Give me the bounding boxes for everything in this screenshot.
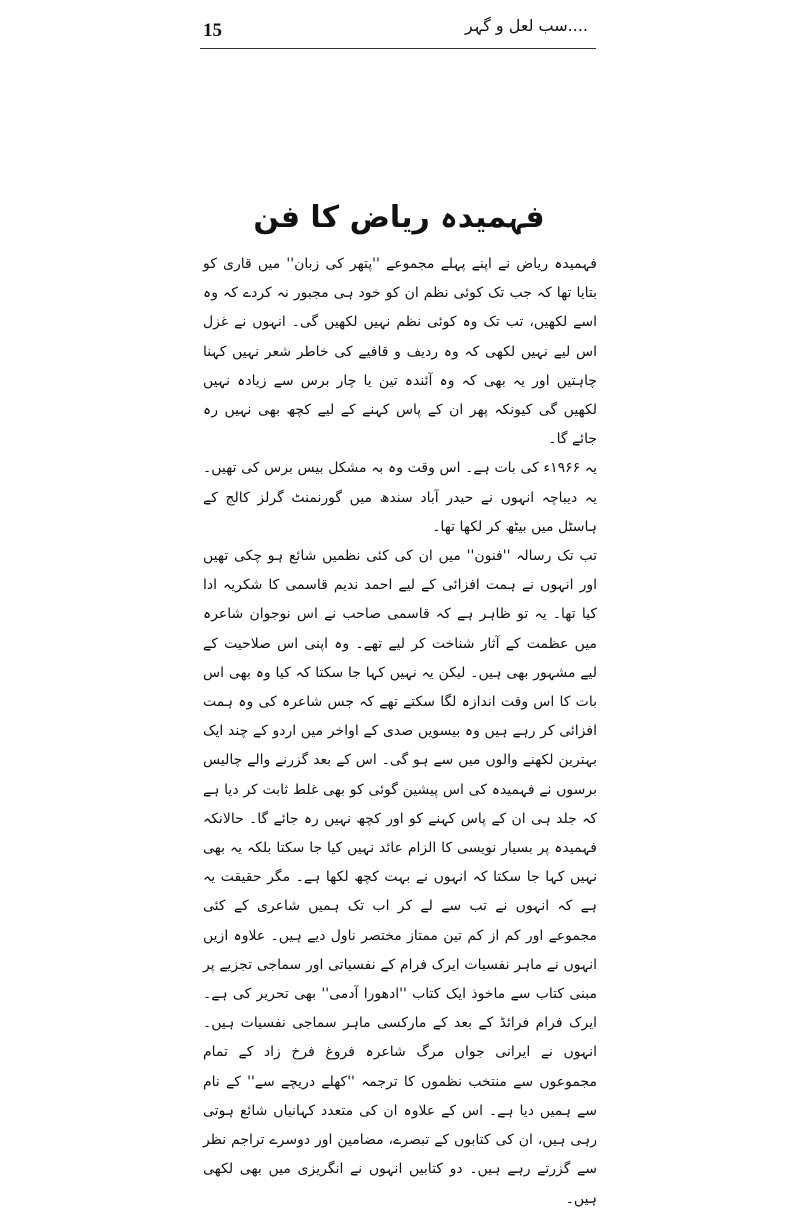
page-number: 15: [203, 20, 222, 41]
paragraph: یہ ۱۹۶۶ء کی بات ہے۔ اس وقت وہ بہ مشکل بیس برس کی تھیں۔ یہ دیباچہ انہوں نے حیدر آباد سندھ میں گورنمنٹ گرلز کالج کے ہاسٹل میں بیٹھ کر لکھا تھا۔: [203, 460, 597, 535]
chapter-title: فہمیدہ ریاض کا فن: [253, 200, 545, 236]
body-text: [203, 250, 597, 1207]
paragraph: فہمیدہ ریاض نے اپنے پہلے مجموعے ''پتھر کی زبان'' میں قاری کو بتایا تھا کہ جب تک کوئی نظم ان کو خود ہی مجبور نہ کردے کہ وہ اسے لکھیں، تب تک وہ کوئی نظم نہیں لکھیں گی۔ انہوں نے غزل اس لیے نہیں لکھی کہ وہ ردیف و قافیے کی خاطر شعر نہیں کہنا چاہتیں اور یہ بھی کہ وہ آئندہ تین یا چار برس سے زیادہ نہیں لکھیں گی کیونکہ پھر ان کے پاس کہنے کے لیے کچھ بھی نہیں رہ جائے گا۔: [203, 256, 597, 448]
running-head-title: ....سب لعل و گہر: [465, 16, 588, 35]
paragraph: تب تک رسالہ ''فنون'' میں ان کی کئی نظمیں شائع ہو چکی تھیں اور انہوں نے ہمت افزائی کے لیے احمد ندیم قاسمی کا شکریہ ادا کیا تھا۔ یہ تو ظاہر ہے کہ قاسمی صاحب نے اس نوجوان شاعرہ میں عظمت کے آثار شناخت کر لیے تھے۔ وہ اپنی اس صلاحیت کے لیے مشہور بھی ہیں۔ لیکن یہ نہیں کہا جا سکتا کہ کیا وہ بھی اس بات کا اس وقت اندازہ لگا سکتے تھے کہ جس شاعرہ کی وہ ہمت افزائی کر رہے ہیں وہ بیسویں صدی کے اواخر میں اردو کے چند ایک بہترین لکھنے والوں میں سے ہو گی۔ اس کے بعد گزرنے والے چالیس برسوں نے فہمیدہ کی اس پیشین گوئی کو بھی غلط ثابت کر دیا ہے کہ جلد ہی ان کے پاس کہنے کو اور کچھ نہیں رہ جائے گا۔ حالانکہ فہمیدہ پر بسیار نویسی کا الزام عائد نہیں کیا جا سکتا بلکہ یہ بھی نہیں کہا جا سکتا کہ انہوں نے بہت کچھ لکھا ہے۔ مگر حقیقت یہ ہے کہ انہوں نے تب سے لے کر اب تک ہمیں شاعری کے کئی مجموعے اور کم از کم تین ممتاز مختصر ناول دیے ہیں۔ علاوہ ازیں انہوں نے ماہر نفسیات ایرک فرام کے نفسیاتی اور سماجی تجزیے پر مبنی کتاب سے ماخوذ ایک کتاب ''ادھورا آدمی'' بھی تحریر کی ہے۔ ایرک فرام فرائڈ کے بعد کے مارکسی ماہر سماجی نفسیات ہیں۔ انہوں نے ایرانی جواں مرگ شاعرہ فروغ فرخ زاد کے تمام مجموعوں سے منتخب نظموں کا ترجمہ ''کھلے دریچے سے'' کے نام سے ہمیں دیا ہے۔ اس کے علاوہ ان کی متعدد کہانیاں شائع ہوتی رہی ہیں، ان کی کتابوں کے تبصرے، مضامین اور دوسرے تراجم نظر سے گزرتے رہے ہیں۔ دو کتابیں انہوں نے انگریزی میں بھی لکھی ہیں۔: [203, 548, 597, 1207]
header-rule: [200, 48, 596, 49]
